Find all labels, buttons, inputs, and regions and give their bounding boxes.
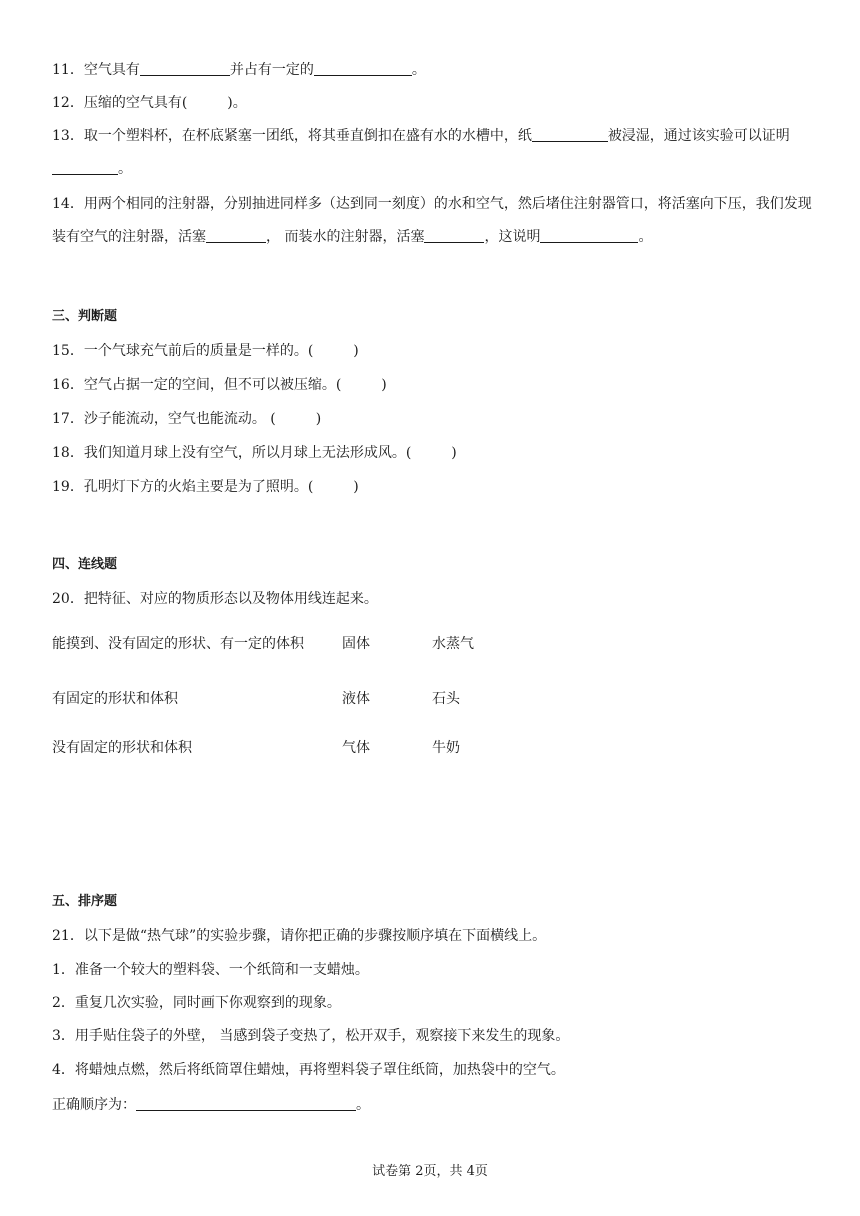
step-4: 4．将蜡烛点燃，然后将纸筒罩住蜡烛，再将塑料袋子罩住纸筒，加热袋中的空气。 <box>52 1062 565 1078</box>
question-17: 17．沙子能流动，空气也能流动。 ( ) <box>52 411 322 427</box>
question-15: 15．一个气球充气前后的质量是一样的。( ) <box>52 343 359 359</box>
answer-blank[interactable] <box>540 228 638 243</box>
feature-item[interactable]: 没有固定的形状和体积 <box>52 740 192 756</box>
feature-item[interactable]: 能摸到、没有固定的形状、有一定的体积 <box>52 636 304 652</box>
feature-item[interactable]: 有固定的形状和体积 <box>52 691 178 707</box>
object-item[interactable]: 石头 <box>432 691 460 707</box>
question-11: 11．空气具有 并占有一定的 。 <box>52 62 426 78</box>
answer-blank[interactable] <box>532 127 608 142</box>
step-3: 3．用手贴住袋子的外壁， 当感到袋子变热了，松开双手，观察接下来发生的现象。 <box>52 1028 570 1044</box>
question-18: 18．我们知道月球上没有空气，所以月球上无法形成风。( ) <box>52 445 457 461</box>
object-item[interactable]: 牛奶 <box>432 740 460 756</box>
step-2: 2．重复几次实验，同时画下你观察到的现象。 <box>52 995 341 1011</box>
answer-blank[interactable] <box>424 228 484 243</box>
step-1: 1．准备一个较大的塑料袋、一个纸筒和一支蜡烛。 <box>52 962 369 978</box>
state-item[interactable]: 液体 <box>342 691 370 707</box>
state-item[interactable]: 固体 <box>342 636 370 652</box>
question-20: 20．把特征、对应的物质形态以及物体用线连起来。 <box>52 591 378 607</box>
order-answer-blank[interactable] <box>136 1096 356 1111</box>
answer-blank[interactable] <box>140 61 230 76</box>
page-footer: 试卷第 2页，共 4页 <box>372 1164 488 1179</box>
section-title-matching: 四、连线题 <box>52 557 118 572</box>
answer-blank[interactable] <box>314 61 412 76</box>
question-14: 14．用两个相同的注射器，分别抽进同样多（达到同一刻度）的水和空气，然后堵住注射器管口，将活塞向下压，我们发现装有空气的注射器，活塞 ， 而装水的注射器，活塞 ，这说明 。 <box>52 196 812 245</box>
answer-blank[interactable] <box>52 160 118 175</box>
answer-blank[interactable] <box>206 228 266 243</box>
section-title-ordering: 五、排序题 <box>52 894 118 909</box>
question-12: 12．压缩的空气具有( )。 <box>52 95 247 111</box>
question-13: 13．取一个塑料杯，在杯底紧塞一团纸，将其垂直倒扣在盛有水的水槽中，纸 被浸湿，通过该实验可以证明。 <box>52 128 790 177</box>
question-21: 21．以下是做“热气球”的实验步骤，请你把正确的步骤按顺序填在下面横线上。 <box>52 928 547 944</box>
question-16: 16．空气占据一定的空间，但不可以被压缩。( ) <box>52 377 387 393</box>
section-title-judgment: 三、判断题 <box>52 309 118 324</box>
object-item[interactable]: 水蒸气 <box>432 636 474 652</box>
answer-line: 正确顺序为： 。 <box>52 1097 370 1113</box>
question-19: 19．孔明灯下方的火焰主要是为了照明。( ) <box>52 479 359 495</box>
state-item[interactable]: 气体 <box>342 740 370 756</box>
